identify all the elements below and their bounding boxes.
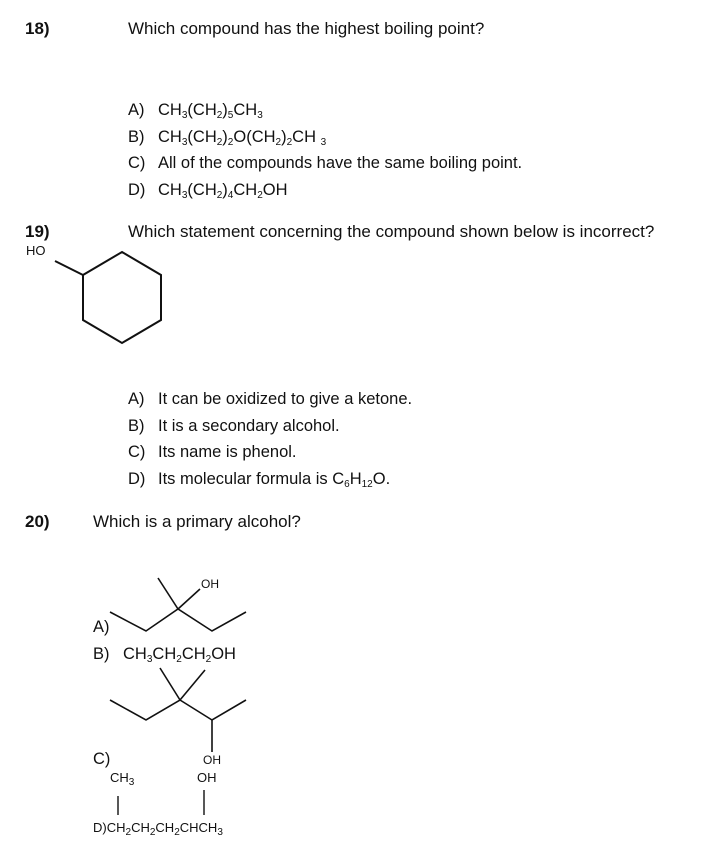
option-c-branch-right [180, 670, 205, 700]
question-number-18: 18) [25, 19, 50, 38]
option-text: It can be oxidized to give a ketone. [158, 390, 413, 408]
option-formula: $CH_3CH_2CH_2OH$ [123, 645, 236, 665]
option-c-chain [110, 700, 246, 720]
q19-option-b[interactable] [128, 417, 340, 436]
option-letter: D) [128, 181, 146, 199]
option-a-oh-bond [178, 589, 200, 609]
cyclohexane-ring [83, 252, 161, 343]
option-formula: $CH_3(CH_2)_4CH_2OH$ [158, 181, 288, 201]
option-formula: $CH_2CH_2CH_2CHCH_3$ [106, 820, 223, 838]
option-formula: $CH_3(CH_2)_5CH_3$ [158, 101, 263, 121]
q19-option-c[interactable] [128, 443, 297, 462]
q20-option-a[interactable]: A) [93, 618, 110, 636]
cyclohexanol-structure [55, 252, 161, 343]
option-letter: A) [128, 101, 145, 119]
option-text: All of the compounds have the same boiling point. [158, 154, 523, 172]
option-letter: B) [93, 645, 110, 663]
question-stem-18: Which compound has the highest boiling point? [128, 19, 485, 38]
option-letter: A) [128, 390, 145, 408]
question-stem-19: Which statement concerning the compound shown below is incorrect? [128, 222, 655, 241]
option-d-bonds [118, 790, 204, 815]
q19-option-a[interactable] [128, 390, 412, 409]
option-c-structure [110, 668, 246, 752]
q20-option-c[interactable]: C) [93, 750, 111, 768]
option-d-ch3-branch: $CH_3$ [110, 770, 135, 788]
q20-option-d[interactable] [93, 820, 223, 838]
option-letter: D) [93, 820, 107, 835]
option-letter: C) [128, 154, 146, 172]
option-text: Its molecular formula is $C_6H_{12}O$. [158, 470, 391, 490]
option-a-branch-left [158, 578, 178, 609]
structure-label-ho: HO [26, 243, 46, 258]
option-c-oh-label: OH [203, 753, 221, 767]
option-a-oh-label: OH [201, 577, 219, 591]
question-stem-20: Which is a primary alcohol? [93, 512, 301, 531]
ho-bond [55, 261, 83, 275]
option-letter: C) [128, 443, 146, 461]
option-d-oh-branch: OH [197, 770, 217, 785]
question-number-20: 20) [25, 512, 50, 531]
option-text: It is a secondary alcohol. [158, 417, 340, 435]
option-letter: D) [128, 470, 146, 488]
option-c-branch-left [160, 668, 180, 700]
option-letter: B) [128, 417, 145, 435]
option-formula: $CH_3(CH_2)_2O(CH_2)_2CH$ $_3$ [158, 128, 327, 148]
option-text: Its name is phenol. [158, 443, 297, 461]
option-a-structure [110, 578, 246, 631]
question-number-19: 19) [25, 222, 50, 241]
option-a-chain [110, 609, 246, 631]
q19-option-d[interactable] [128, 470, 390, 489]
option-letter: B) [128, 128, 145, 146]
q20-option-b[interactable] [93, 645, 236, 664]
